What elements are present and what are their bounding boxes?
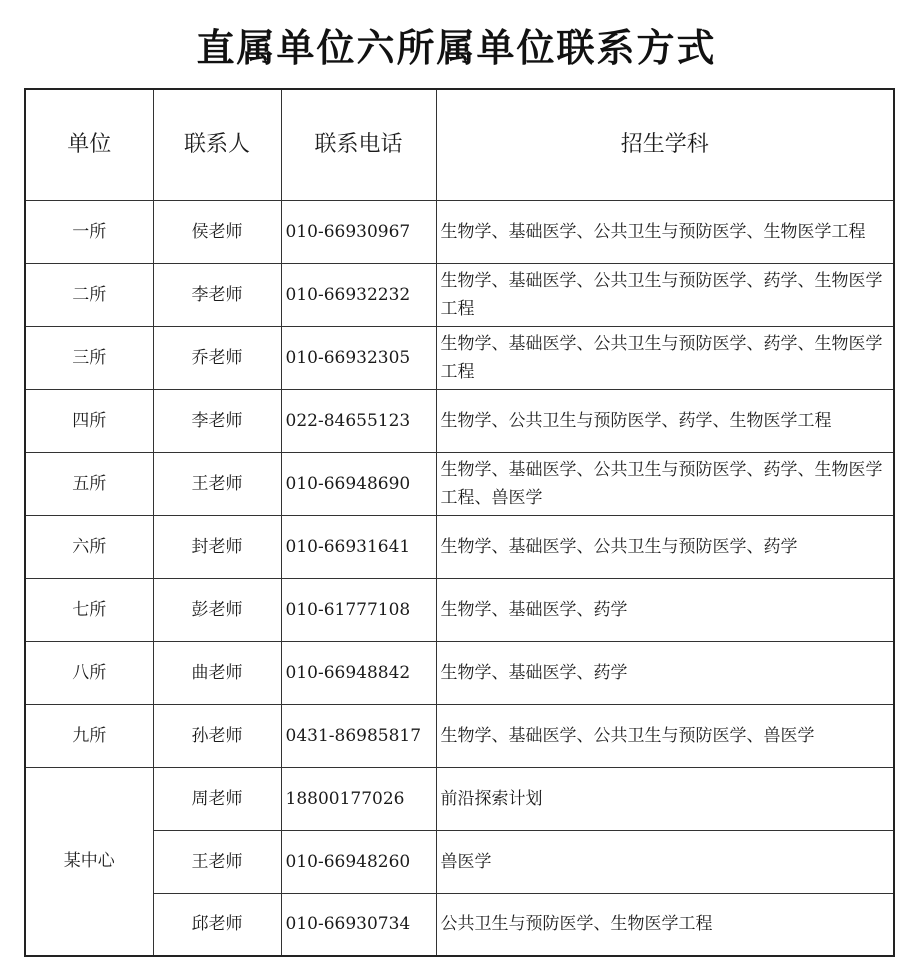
unit-cell: 八所 — [25, 641, 153, 704]
contact-cell: 周老师 — [153, 767, 281, 830]
phone-cell: 010-66948842 — [281, 641, 436, 704]
subjects-cell: 生物学、基础医学、公共卫生与预防医学、药学、生物医学工程 — [436, 263, 894, 326]
subjects-cell: 生物学、基础医学、公共卫生与预防医学、药学、生物医学工程 — [436, 326, 894, 389]
page-title: 直属单位六所属单位联系方式 — [196, 26, 717, 70]
subjects-cell: 生物学、基础医学、公共卫生与预防医学、药学、生物医学工程、兽医学 — [436, 452, 894, 515]
table-row — [25, 830, 894, 893]
contact-cell: 侯老师 — [153, 200, 281, 263]
unit-cell: 一所 — [25, 200, 153, 263]
phone-cell: 010-66930734 — [281, 893, 436, 956]
contact-cell: 邱老师 — [153, 893, 281, 956]
unit-cell: 二所 — [25, 263, 153, 326]
table-row — [25, 578, 894, 641]
contact-cell: 孙老师 — [153, 704, 281, 767]
contact-cell: 李老师 — [153, 263, 281, 326]
phone-cell: 010-66932305 — [281, 326, 436, 389]
table-header-row — [25, 89, 894, 200]
table-row — [25, 704, 894, 767]
unit-cell: 三所 — [25, 326, 153, 389]
header-phone: 联系电话 — [281, 89, 436, 200]
unit-cell-center: 某中心 — [25, 767, 153, 956]
unit-cell: 四所 — [25, 389, 153, 452]
subjects-cell: 兽医学 — [436, 830, 894, 893]
subjects-cell: 生物学、基础医学、公共卫生与预防医学、生物医学工程 — [436, 200, 894, 263]
subjects-cell: 生物学、基础医学、药学 — [436, 641, 894, 704]
header-subjects: 招生学科 — [436, 89, 894, 200]
subjects-cell: 生物学、公共卫生与预防医学、药学、生物医学工程 — [436, 389, 894, 452]
unit-cell: 六所 — [25, 515, 153, 578]
subjects-cell: 生物学、基础医学、公共卫生与预防医学、药学 — [436, 515, 894, 578]
subjects-cell: 生物学、基础医学、药学 — [436, 578, 894, 641]
contact-cell: 封老师 — [153, 515, 281, 578]
table-row — [25, 389, 894, 452]
contact-cell: 曲老师 — [153, 641, 281, 704]
unit-cell: 五所 — [25, 452, 153, 515]
unit-cell: 七所 — [25, 578, 153, 641]
table-row — [25, 515, 894, 578]
phone-cell: 010-66948260 — [281, 830, 436, 893]
contact-cell: 李老师 — [153, 389, 281, 452]
header-unit: 单位 — [25, 89, 153, 200]
contact-cell: 王老师 — [153, 830, 281, 893]
table-row — [25, 641, 894, 704]
phone-cell: 010-61777108 — [281, 578, 436, 641]
phone-cell: 010-66931641 — [281, 515, 436, 578]
table-row — [25, 200, 894, 263]
table-row — [25, 452, 894, 515]
contact-cell: 王老师 — [153, 452, 281, 515]
phone-cell: 0431-86985817 — [281, 704, 436, 767]
table-row — [25, 326, 894, 389]
phone-cell: 010-66932232 — [281, 263, 436, 326]
subjects-cell: 公共卫生与预防医学、生物医学工程 — [436, 893, 894, 956]
phone-cell: 022-84655123 — [281, 389, 436, 452]
table-row — [25, 263, 894, 326]
table-row — [25, 893, 894, 956]
contact-cell: 乔老师 — [153, 326, 281, 389]
phone-cell: 010-66948690 — [281, 452, 436, 515]
contact-cell: 彭老师 — [153, 578, 281, 641]
phone-cell: 18800177026 — [281, 767, 436, 830]
unit-cell: 九所 — [25, 704, 153, 767]
contacts-table — [24, 88, 895, 957]
header-contact: 联系人 — [153, 89, 281, 200]
subjects-cell: 生物学、基础医学、公共卫生与预防医学、兽医学 — [436, 704, 894, 767]
phone-cell: 010-66930967 — [281, 200, 436, 263]
subjects-cell: 前沿探索计划 — [436, 767, 894, 830]
table-row — [25, 767, 894, 830]
